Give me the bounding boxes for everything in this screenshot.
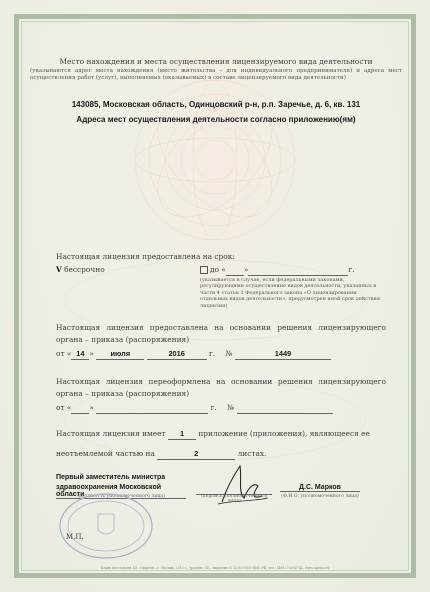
appendix-sheets: 2 <box>157 448 235 460</box>
appendix-part3: неотъемлемой частью на <box>56 449 155 458</box>
basis-month: июля <box>96 348 144 360</box>
term-until <box>210 264 385 276</box>
basis-year: 2016 <box>147 348 207 360</box>
basis-day: 14 <box>71 348 89 360</box>
signer-position-line1: Первый заместитель министра <box>56 474 166 481</box>
official-stamp <box>56 490 156 560</box>
reissue-line1: Настоящая лицензия переоформлена на основании решения лицензирующего <box>56 377 386 386</box>
until-day-field <box>226 264 244 276</box>
signature-caption: (подпись уполномоченного лица) <box>200 494 268 504</box>
appendix-part4: листах. <box>237 449 267 458</box>
reissue-number-field <box>237 402 333 414</box>
term-note: (указывается в случае, если федеральными законами, регулирующими осуществление видов деятельности, указанных в части 4 статьи 1 Федерального закона «О лицензировании отдельных видов деятельности», предусмотрен иной срок действия лицензии) <box>200 277 380 309</box>
indefinite-check-mark: V <box>56 265 62 274</box>
basis-from: от « <box>56 349 72 358</box>
reissue-line2: органа – приказа (распоряжения) <box>56 389 190 398</box>
until-prefix: до « <box>210 265 226 274</box>
reissue-day-field <box>71 402 89 414</box>
address-appendix-line: Адреса мест осуществления деятельности согласно приложению(ям) <box>76 115 356 124</box>
until-date-field <box>248 264 348 276</box>
until-checkbox <box>200 266 208 274</box>
reissue-from: от « <box>56 403 72 412</box>
signer-name: Д.С. Марков <box>280 484 360 492</box>
reissue-quote-close: » <box>89 403 94 412</box>
appendix-row1 <box>56 428 386 440</box>
appendix-part2: приложение (приложения), являющееся ее <box>198 429 370 438</box>
term-indefinite <box>56 264 105 275</box>
term-label: Настоящая лицензия предоставлена на срок: <box>56 252 235 261</box>
stamp-label: М.П. <box>66 533 84 541</box>
header-title: Место нахождения и места осуществления лицензируемого вида деятельности <box>59 57 373 66</box>
basis-year-suffix: г. <box>209 349 216 358</box>
appendix-part1: Настоящая лицензия имеет <box>56 429 166 438</box>
appendix-row2 <box>56 448 386 460</box>
address-line: 143085, Московская область, Одинцовский р-н, р.п. Заречье, д. 6, кв. 131 <box>71 100 361 109</box>
until-suffix: г. <box>348 265 355 274</box>
basis-number: 1449 <box>235 348 331 360</box>
reissue-number-sign: № <box>227 403 235 412</box>
printer-footer: Бланк изготовлен АО «Опцион», г. Москва, 2015 г., уровень «Б», лицензия № 12-05-9500 ФНС РФ, тел.: (495) 726-47-42, www.opcion.ru <box>100 566 330 570</box>
basis-line2: органа – приказа (распоряжения) <box>56 335 190 344</box>
reissue-date-row <box>56 402 386 414</box>
basis-line1: Настоящая лицензия предоставлена на основании решения лицензирующего <box>56 323 386 332</box>
basis-quote-close: » <box>89 349 94 358</box>
appendix-count: 1 <box>168 428 196 440</box>
signer-position-line2: здравоохранения Московской области <box>56 484 186 499</box>
header-note: (указываются адрес места нахождения (место жительства – для индивидуального предпринимателя) и адреса мест осуществления работ (услуг), выполняемых (оказываемых) в составе лицензируемого вида деятельности) <box>30 68 402 81</box>
until-mid: » <box>243 265 249 274</box>
basis-number-sign: № <box>225 349 233 358</box>
position-caption: (должность уполномоченного лица) <box>77 494 165 499</box>
reissue-year-suffix: г. <box>210 403 217 412</box>
name-caption: (Ф.И.О. уполномоченного лица) <box>281 494 359 499</box>
reissue-date-field <box>96 402 208 414</box>
indefinite-label: бессрочно <box>64 265 105 274</box>
basis-date-row <box>56 348 386 360</box>
